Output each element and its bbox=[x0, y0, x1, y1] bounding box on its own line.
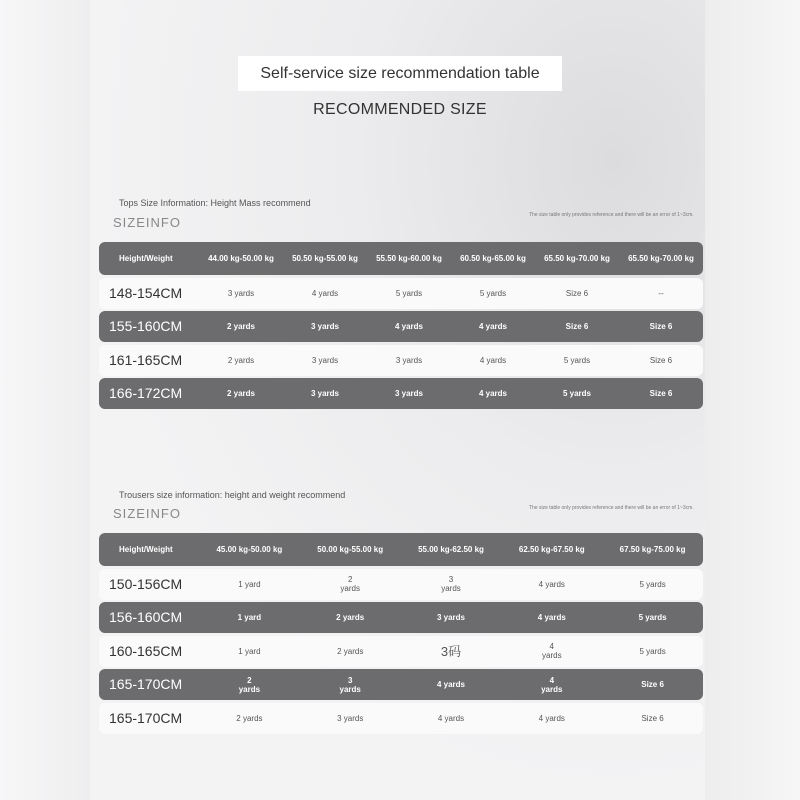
size-value: 3 yards bbox=[394, 389, 424, 398]
tops-table-row bbox=[99, 311, 703, 342]
size-value: 2 yards bbox=[337, 646, 364, 656]
trousers-note: The size table only provides reference and there will be an error of 1~3cm. bbox=[529, 505, 694, 511]
trousers-table bbox=[99, 533, 703, 736]
weight-range: 45.00 kg-50.00 kg bbox=[216, 545, 283, 554]
weight-range: 67.50 kg-75.00 kg bbox=[619, 545, 686, 554]
trousers-section bbox=[99, 487, 703, 732]
size-value: 3 yards bbox=[436, 613, 465, 622]
size-value: 5 yards bbox=[639, 646, 666, 656]
background-left bbox=[0, 0, 90, 800]
size-value: 3码 bbox=[440, 643, 462, 659]
height-range: 160-165CM bbox=[109, 642, 183, 659]
trousers-table-row bbox=[99, 669, 703, 700]
size-value: 2 yards bbox=[238, 675, 261, 694]
size-value: 2 yards bbox=[227, 355, 255, 365]
size-value: 1 yard bbox=[238, 579, 261, 589]
tops-note: The size table only provides reference and there will be an error of 1~3cm. bbox=[529, 212, 694, 218]
size-value: Size 6 bbox=[565, 288, 589, 298]
size-value: Size 6 bbox=[565, 322, 589, 331]
page-subtitle: RECOMMENDED SIZE bbox=[313, 101, 487, 118]
size-value: 1 yard bbox=[237, 613, 262, 622]
size-value: 4 yards bbox=[542, 642, 562, 660]
header-label: Height/Weight bbox=[119, 545, 173, 554]
weight-range: 62.50 kg-67.50 kg bbox=[518, 545, 585, 554]
weight-range: 65.50 kg-70.00 kg bbox=[628, 254, 694, 263]
size-value: 4 yards bbox=[437, 713, 465, 723]
size-value: 5 yards bbox=[563, 355, 591, 365]
trousers-table-row bbox=[99, 602, 703, 633]
size-value: 5 yards bbox=[639, 579, 666, 589]
page-title: Self-service size recommendation table bbox=[238, 56, 562, 91]
size-value: 2 yards bbox=[336, 613, 365, 622]
weight-range: 55.00 kg-62.50 kg bbox=[418, 545, 484, 554]
size-value: 4 yards bbox=[479, 355, 507, 365]
tops-table-row bbox=[99, 345, 703, 376]
size-value: 3 yards bbox=[310, 322, 340, 331]
weight-range: 50.00 kg-55.00 kg bbox=[317, 545, 384, 554]
size-value: 1 yard bbox=[238, 646, 261, 656]
size-value: Size 6 bbox=[649, 322, 673, 331]
header-label: Height/Weight bbox=[119, 254, 173, 263]
tops-section bbox=[99, 195, 703, 410]
size-value: 4 yards bbox=[311, 288, 339, 298]
size-value: Size 6 bbox=[641, 713, 664, 723]
size-value: Size 6 bbox=[641, 680, 664, 689]
weight-range: 60.50 kg-65.00 kg bbox=[460, 254, 526, 263]
size-value: 5 yards bbox=[479, 288, 507, 298]
tops-table-row bbox=[99, 378, 703, 409]
size-value: 4 yards bbox=[436, 680, 465, 689]
weight-range: 44.00 kg-50.00 kg bbox=[208, 254, 274, 263]
size-value: 3 yards bbox=[311, 355, 339, 365]
tops-section-title: Tops Size Information: Height Mass recommend bbox=[119, 198, 311, 208]
tops-header-row bbox=[99, 242, 703, 275]
height-range: 155-160CM bbox=[109, 318, 183, 334]
trousers-table-row bbox=[99, 703, 703, 734]
weight-range: 55.50 kg-60.00 kg bbox=[376, 254, 442, 263]
size-value: 3 yards bbox=[337, 713, 364, 723]
size-value: 2 yards bbox=[340, 575, 360, 593]
size-value: -- bbox=[658, 288, 664, 298]
height-range: 150-156CM bbox=[109, 575, 183, 592]
size-value: Size 6 bbox=[649, 355, 673, 365]
size-value: 4 yards bbox=[537, 613, 566, 622]
size-value: 4 yards bbox=[538, 579, 565, 589]
height-range: 165-170CM bbox=[109, 676, 183, 692]
size-value: 3 yards bbox=[339, 675, 361, 694]
size-value: 2 yards bbox=[236, 713, 263, 723]
height-range: 148-154CM bbox=[109, 284, 183, 301]
size-value: 2 yards bbox=[226, 389, 256, 398]
height-range: 156-160CM bbox=[109, 609, 183, 625]
trousers-header-row bbox=[99, 533, 703, 566]
height-range: 166-172CM bbox=[109, 385, 183, 401]
size-value: 2 yards bbox=[226, 322, 256, 331]
weight-range: 65.50 kg-70.00 kg bbox=[544, 254, 610, 263]
size-value: 4 yards bbox=[541, 675, 563, 694]
tops-table-row bbox=[99, 278, 703, 309]
size-value: 3 yards bbox=[227, 288, 255, 298]
weight-range: 50.50 kg-55.00 kg bbox=[292, 254, 358, 263]
size-value: 4 yards bbox=[538, 713, 565, 723]
trousers-table-row bbox=[99, 569, 703, 600]
size-value: 4 yards bbox=[478, 389, 508, 398]
background-right bbox=[705, 0, 800, 800]
size-value: 5 yards bbox=[638, 613, 667, 622]
trousers-section-code: SIZEINFO bbox=[113, 506, 181, 521]
size-value: 4 yards bbox=[478, 322, 508, 331]
size-value: 3 yards bbox=[395, 355, 423, 365]
tops-section-code: SIZEINFO bbox=[113, 215, 181, 230]
size-value: 5 yards bbox=[562, 389, 592, 398]
tops-table bbox=[99, 242, 703, 412]
size-value: 4 yards bbox=[394, 322, 424, 331]
trousers-table-row bbox=[99, 636, 703, 667]
size-value: 3 yards bbox=[310, 389, 340, 398]
size-value: 5 yards bbox=[395, 288, 423, 298]
height-range: 161-165CM bbox=[109, 351, 183, 368]
size-value: 3 yards bbox=[441, 575, 461, 593]
size-value: Size 6 bbox=[649, 389, 673, 398]
height-range: 165-170CM bbox=[109, 709, 183, 726]
trousers-section-title: Trousers size information: height and weight recommend bbox=[119, 490, 346, 500]
